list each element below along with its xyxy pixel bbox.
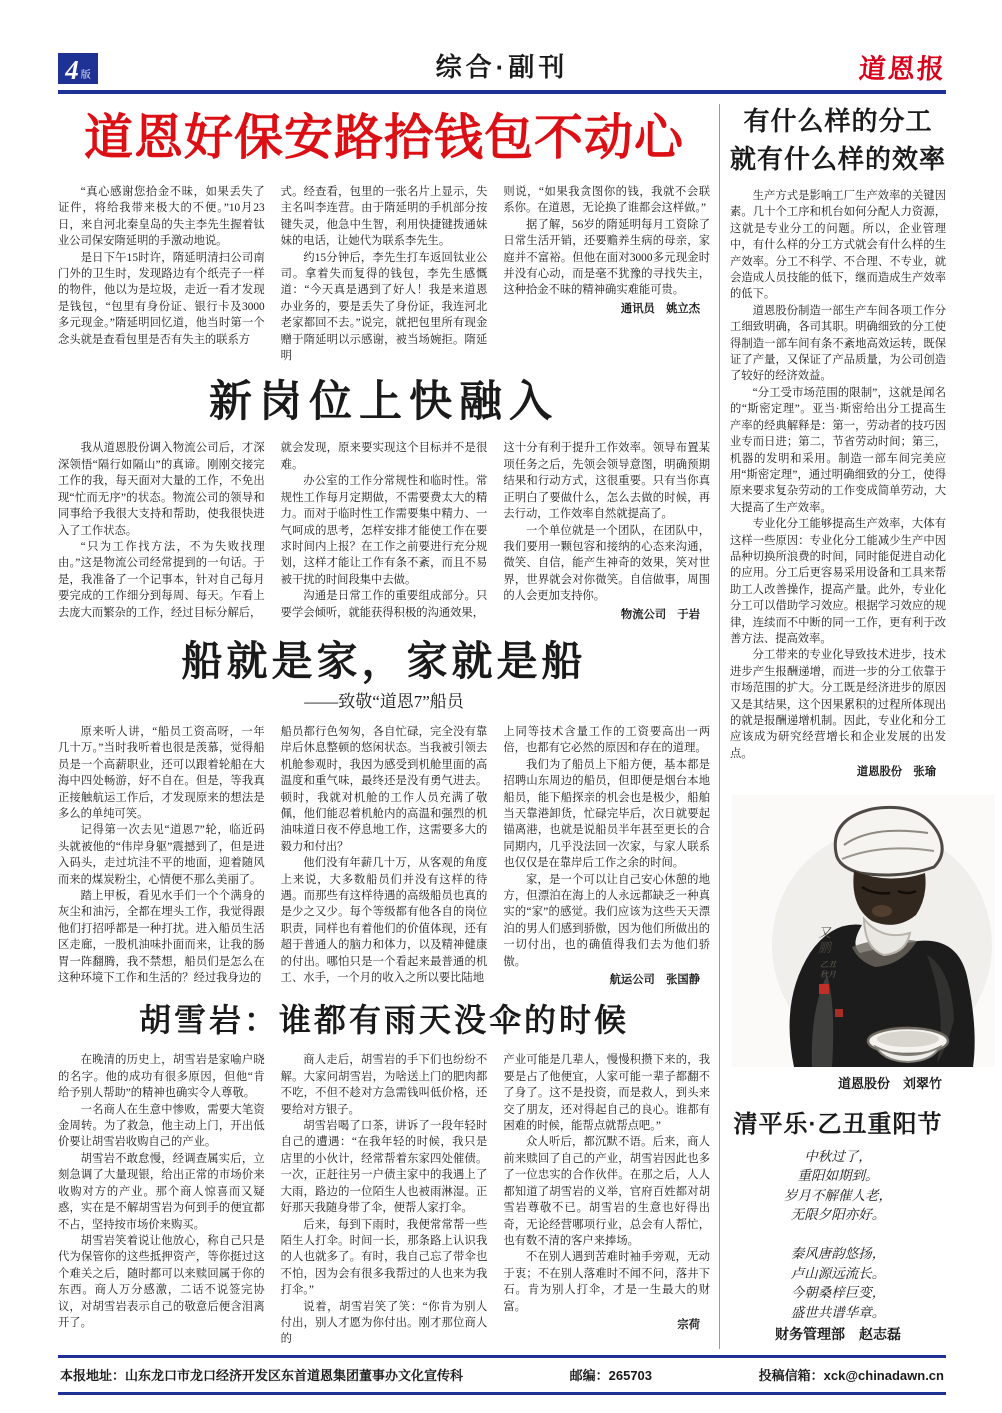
article-paragraph: 我从道恩股份调入物流公司后，才深深领悟“隔行如隔山”的真谛。刚刚交接完工作的我，每天面对大量的工作，不免出现“忙而无序”的状态。物流公司的领导和同事给予我很大支持和帮助，使我很快进入了工作状态。 [58, 442, 265, 537]
article-paragraph: 产业可能是几辈人，慢慢积攒下来的，我要是占了他便宜，人家可能一辈子都翻不了身了。这不是投资，而是救人，到头来交了朋友，还对得起自己的良心。谁都有困难的时候，能帮点就帮点吧。” [503, 1054, 711, 1133]
article-column [281, 184, 488, 364]
article-column [503, 1052, 710, 1347]
article-column [281, 724, 488, 989]
article-column [730, 188, 946, 781]
article-columns [58, 1052, 710, 1347]
article-paragraph: 船员都行色匆匆，各自忙碌，完全没有靠岸后休息整顿的悠闲状态。当我被引领去机舱参观时，我因为感受到机舱里面的高温度和重气味，最终还是没有勇气进去。顿时，我就对机舱的工作人员充满了敬佩，他们能忍着机舱内的高温和强烈的机油味道日夜不停息地工作，这需要多大的毅力和付出？ [280, 725, 488, 853]
article-paragraph: 则说，“如果我贪图你的钱，我就不会联系你。在道恩，无论换了谁都会这样做。” [503, 186, 711, 215]
poem-line: 重阳如期到。 [797, 1168, 879, 1184]
article-paragraph: 他们没有年薪几十万，从客观的角度上来说，大多数船员们并没有这样的待遇。而那些有这样待遇的高级船员也真的是少之又少。每个等级都有他各自的岗位职责，同样也有着他们的价值体现，还有超于普通人的脑力和体力，以及精神健康的付出。哪怕只是一个看起来最普通的机工、水手，一个月的收入之所以要比陆地 [280, 857, 488, 985]
article-paragraph: 我们为了船员上下船方便，基本都是招聘山东周边的船员，但即便是烟台本地船员，能下船探亲的机会也是极少，船舶当天靠港卸货，忙碌完毕后，次日就要起锚离港，也就是说船员半年甚至更长的合同期内，几乎没法回一次家，与家人联系也仅仅是在靠岸后工作之余的时间。 [503, 758, 711, 870]
article-paragraph: 就会发现，原来要实现这个目标并不是很难。 [280, 442, 488, 471]
main-articles-area [58, 100, 710, 1349]
article-headline: 新岗位上快融入 [209, 378, 559, 427]
article-paragraph: 在晚清的历史上，胡雪岩是家喻户晓的名字。他的成功有很多原因，但他“肯给予别人帮助”的精神也确实令人尊敬。 [58, 1054, 265, 1100]
article-column [281, 1052, 488, 1347]
svg-text:鹏: 鹏 [818, 939, 832, 955]
article-paragraph: 道恩股份制造一部生产车间各项工作分工细致明确，各司其职。明确细致的分工使得制造一部车间有条不紊地高效运转，既保证了产量，又保证了产品质量，为公司创造了较好的经济效益。 [730, 304, 946, 383]
poem-line: 无限夕阳亦好。 [790, 1207, 886, 1223]
column-divider-rule [719, 104, 720, 1349]
poem-title: 清平乐·乙丑重阳节 [733, 1110, 943, 1138]
article-paragraph: 众人听后，都沉默不语。后来，商人前来赎回了自己的产业，胡雪岩因此也多了一位忠实的合作伙伴。在那之后，人人都知道了胡雪岩的义举，官府百姓都对胡雪岩尊敬不已。胡雪岩的生意也好得出奇，无论经营哪项行业，总会有人帮忙，也有数不清的客户来捧场。 [503, 1136, 711, 1247]
article-paragraph: 沟通是日常工作的重要组成部分。只要学会倾听，就能获得积极的沟通效果， [280, 590, 488, 619]
main-content [58, 100, 946, 1349]
article-paragraph: “真心感谢您拾金不昧，如果丢失了证件，将给我带来极大的不便。”10月23日，来自河北秦皇岛的失主李先生握着钛业公司保安隋延明的手激动地说。 [58, 186, 265, 248]
footer-address: 本报地址：山东龙口市龙口经济开发区东首道恩集团董事办文化宣传科 [60, 1368, 464, 1383]
article-column [503, 184, 710, 364]
article-column [503, 440, 710, 622]
poem-line: 卢山源远流长。 [790, 1265, 886, 1281]
article-byline: 宗荷 [677, 1318, 701, 1331]
article-column [281, 440, 488, 622]
article-paragraph: 胡雪岩不敢怠慢，经调查属实后，立刻急调了大量现银，给出正常的市场价来收购对方的产业。那个商人惊喜而又疑惑，实在是不解胡雪岩为何到手的便宜都不占，坚持按市场价来购买。 [58, 1152, 265, 1231]
poem-body [730, 1147, 946, 1323]
article-paragraph: 踏上甲板，看见水手们一个个满身的灰尘和油污，全都在埋头工作，我觉得跟他们打招呼都是一种打扰。进入船员生活区走廊，一股机油味扑面而来，让我的肠胃一阵翻腾，我不禁想，船员们是怎么在这种环境下工作和生活的？经过我身边的 [58, 890, 265, 985]
page-number-label: 版 [80, 70, 91, 81]
article-headline: 船就是家，家就是船 [181, 637, 587, 684]
article-paragraph: 胡雪岩笑着说让他放心，称自己只是代为保管你的这些抵押资产，等你挺过这个难关之后，随时都可以来赎回属于你的东西。商人万分感激，二话不说签完协议，对胡雪岩表示自己的敬意后便含泪离开了。 [58, 1234, 265, 1329]
rail-article-headline [730, 102, 946, 178]
article-paragraph: 据了解，56岁的隋延明每月工资除了日常生活开销，还要赡养生病的母亲，家庭并不富裕。但他在面对3000多元现金时并没有心动，而是毫不犹豫的寻找失主，这种拾金不昧的精神确实难能可贵。 [503, 218, 711, 297]
page-header [58, 50, 946, 94]
svg-text:乙丑: 乙丑 [820, 959, 836, 969]
article-column [58, 440, 265, 622]
elder-with-bowl-ink-painting [732, 795, 995, 1067]
article-paragraph: 商人走后，胡雪岩的手下们也纷纷不解。大家问胡雪岩，为啥送上门的肥肉都不吃，不但不趁对方急需钱叫低价格，还要给对方银子。 [280, 1054, 488, 1116]
article-byline: 道恩股份 张瑜 [856, 766, 936, 779]
article-paragraph: 这十分有利于提升工作效率。领导布置某项任务之后，先领会领导意图，明确预期结果和行动方式，这很重要。只有当你真正明白了要做什么，怎么去做的时候，再去行动，工作效率自然就提高了。 [503, 442, 711, 521]
poem-line: 岁月不解催人老， [784, 1187, 892, 1203]
article-hu-xueyan [58, 1000, 710, 1347]
footer-postcode: 邮编：265703 [569, 1368, 653, 1383]
poem-line: 盛世共谱华章。 [790, 1304, 886, 1320]
right-rail [730, 100, 946, 1349]
article-paragraph: 约15分钟后，李先生打车返回钛业公司。拿着失而复得的钱包，李先生感慨道：“今天真是遇到了好人！我是来道恩办业务的，要是丢失了身份证，我连河北老家都回不去。”说完，就把包里所有现金赠于隋延明以示感谢，被当场婉拒。隋延明 [280, 251, 488, 363]
article-column [503, 724, 710, 989]
article-column [58, 1052, 265, 1347]
article-paragraph: 分工带来的专业化导致技术进步，技术进步产生报酬递增，而进一步的分工依靠于市场范围的扩大。分工既是经济进步的原因又是其结果，这个因果累积的过程所体现出的就是报酬递增机制。因此，专业化和分工应该成为研究经营增长和企业发展的出发点。 [730, 649, 946, 760]
article-paragraph: 生产方式是影响工厂生产效率的关键因素。几十个工序和机台如何分配人力资源，这就是专业分工的问题。所以，企业管理中，有什么样的分工方式就会有什么样的生产效率。分工不科学、不合理、不专业，就会造成人员技能的低下，继而造成生产效率的低下。 [730, 190, 946, 301]
poem-line: 中秋过了， [804, 1148, 872, 1164]
article-paragraph: 上同等技术含量工作的工资要高出一两倍，也都有它必然的原因和存在的道理。 [503, 725, 711, 755]
article-paragraph: 式。经查看，包里的一张名片上显示，失主名叫李连营。由于隋延明的手机部分按键失灵，他急中生智，利用快捷键拨通妹妹的电话，让她代为联系李先生。 [280, 186, 488, 248]
article-paragraph: 原来听人讲，“船员工资高呀，一年几十万。”当时我听着也很是羡慕，觉得船员是一个高薪职业，还可以跟着轮船在大海中四处畅游，好不自在。但是，等我真正接触航运工作后，才发现原来的想法是多么的单纯可笑。 [58, 725, 265, 820]
poem-line: 秦风唐韵悠扬， [790, 1246, 886, 1262]
poem-line: 今朝桑梓巨变， [790, 1285, 886, 1301]
article-byline: 航运公司 张国静 [609, 974, 701, 987]
svg-text:又: 又 [818, 924, 832, 940]
article-paragraph: 一名商人在生意中惨败，需要大笔资金周转。为了救急，他主动上门，开出低价要让胡雪岩收购自己的产业。 [58, 1103, 265, 1149]
article-paragraph: 胡雪岩喝了口茶，讲诉了一段年轻时自己的遭遇：“在我年轻的时候，我只是店里的小伙计，经常帮着东家四处催债。一次，正赶往另一户债主家中的我遇上了大雨，路边的一位陌生人也被雨淋湿。正好那天我随身带了伞，便帮人家打伞。 [280, 1120, 488, 1215]
article-byline: 物流公司 于岩 [620, 608, 701, 621]
svg-text:秋月: 秋月 [820, 969, 836, 979]
article-paragraph: 专业化分工能够提高生产效率，大体有这样一些原因：专业化分工能减少生产中因品种切换所浪费的时间，同时能促进自动化的应用。分工后更容易采用设备和工具来帮助工人改善操作，提高产量。此外，专业化分工可以借助学习效应。根据学习效应的规律，连续而不中断的同一工作，更有利于改善方法、提高效率。 [730, 518, 946, 645]
article-paragraph: 后来，每到下雨时，我便常常帮一些陌生人打伞。时间一长，那条路上认识我的人也就多了。有时，我自己忘了带伞也不怕，因为会有很多我帮过的人也来为我打伞。” [280, 1218, 488, 1297]
article-headline: 道恩好保安路拾钱包不动心 [83, 111, 684, 165]
article-subtitle: ——致敬“道恩7”船员 [304, 691, 464, 711]
poem-line [730, 1225, 946, 1245]
newspaper-masthead: 道恩报 [857, 54, 947, 84]
painting-caption: 道恩股份 刘翠竹 [837, 1075, 942, 1091]
article-column [58, 184, 265, 364]
article-paragraph: 是日下午15时许，隋延明清扫公司南门外的卫生时，发现路边有个纸壳子一样的物件，他以为是垃圾，走近一看才发现是钱包，“包里有身份证、银行卡及3000多元现金。”隋延明回忆道，他当时第一个念头就是查看包里是否有失主的联系方 [58, 251, 265, 346]
article-paragraph: “只为工作找方法，不为失败找理由。”这是物流公司经常提到的一句话。于是，我准备了一个记事本，针对自己每月要完成的工作细分到每周、每天。乍看上去庞大而繁杂的工作，经过目标分解后， [58, 540, 265, 619]
article-paragraph: 记得第一次去见“道恩7”轮，临近码头就被他的“伟岸身躯”震撼到了，但是进入码头，走过坑洼不平的地面，迎着随风而来的煤炭粉尘，心情便不那么美丽了。 [58, 824, 265, 886]
article-columns [58, 440, 710, 622]
article-paragraph: 办公室的工作分常规性和临时性。常规性工作每月定期做，不需要费太大的精力。而对于临时性工作需要集中精力、一气呵成的思考，怎样安排才能使工作在要求时间内上报？在工作之前要进行充分规划，这样才能让工作有条不紊，而且不易被干扰的时间段集中去做。 [280, 475, 488, 586]
article-columns [58, 184, 710, 364]
article-byline: 通讯员 姚立杰 [620, 302, 701, 315]
section-title: 综合·副刊 [435, 52, 569, 82]
article-wallet-found [58, 108, 710, 364]
rail-headline-line2: 就有什么样的效率 [730, 144, 947, 174]
article-paragraph: “分工受市场范围的限制”，这就是闻名的“斯密定理”。亚当·斯密给出分工提高生产率的经典解释是：第一，劳动者的技巧因业专而日进；第二，节省劳动时间；第三，机器的发明和采用。制造一部车间完美应用“斯密定理”，通过明确细致的分工，使得原来要求复杂劳动的工作变成简单劳动，大大提高了生产效率。 [730, 386, 946, 514]
article-paragraph: 家，是一个可以让自己安心休憩的地方，但漂泊在海上的人永远都缺乏一种真实的“家”的感觉。我们应该为这些天天漂泊的男人们感到骄傲，因为他们所做出的一切付出，也的确值得我们去为他们骄傲。 [503, 873, 711, 968]
rail-headline-line1: 有什么样的分工 [743, 106, 933, 136]
article-paragraph: 一个单位就是一个团队，在团队中，我们要用一颗包容和接纳的心态来沟通，微笑、自信，能产生神奇的效果，笑对世界，世界就会对你微笑。自信做事，周围的人会更加支持你。 [503, 524, 711, 603]
rail-article-column [730, 188, 946, 781]
article-headline: 胡雪岩：谁都有雨天没伞的时候 [138, 1002, 629, 1039]
painting-wrap [732, 795, 995, 1067]
poem-byline: 财务管理部 赵志磊 [775, 1326, 901, 1343]
article-paragraph: 不在别人遇到苦难时袖手旁观，无动于衷；不在别人落难时不闻不问，落井下石。肯为别人打伞，才是一生最大的财富。 [503, 1251, 711, 1313]
article-new-post [58, 376, 710, 622]
article-columns [58, 724, 710, 989]
article-paragraph: 说着，胡雪岩笑了笑：“你肯为别人付出，别人才愿为你付出。刚才那位商人的 [280, 1300, 488, 1346]
page-number: 4 [65, 55, 79, 85]
footer-email: 投稿信箱：xck@chinadawn.cn [758, 1368, 944, 1383]
article-column [58, 724, 265, 989]
article-ship-is-home [58, 637, 710, 989]
page-footer [58, 1355, 946, 1395]
